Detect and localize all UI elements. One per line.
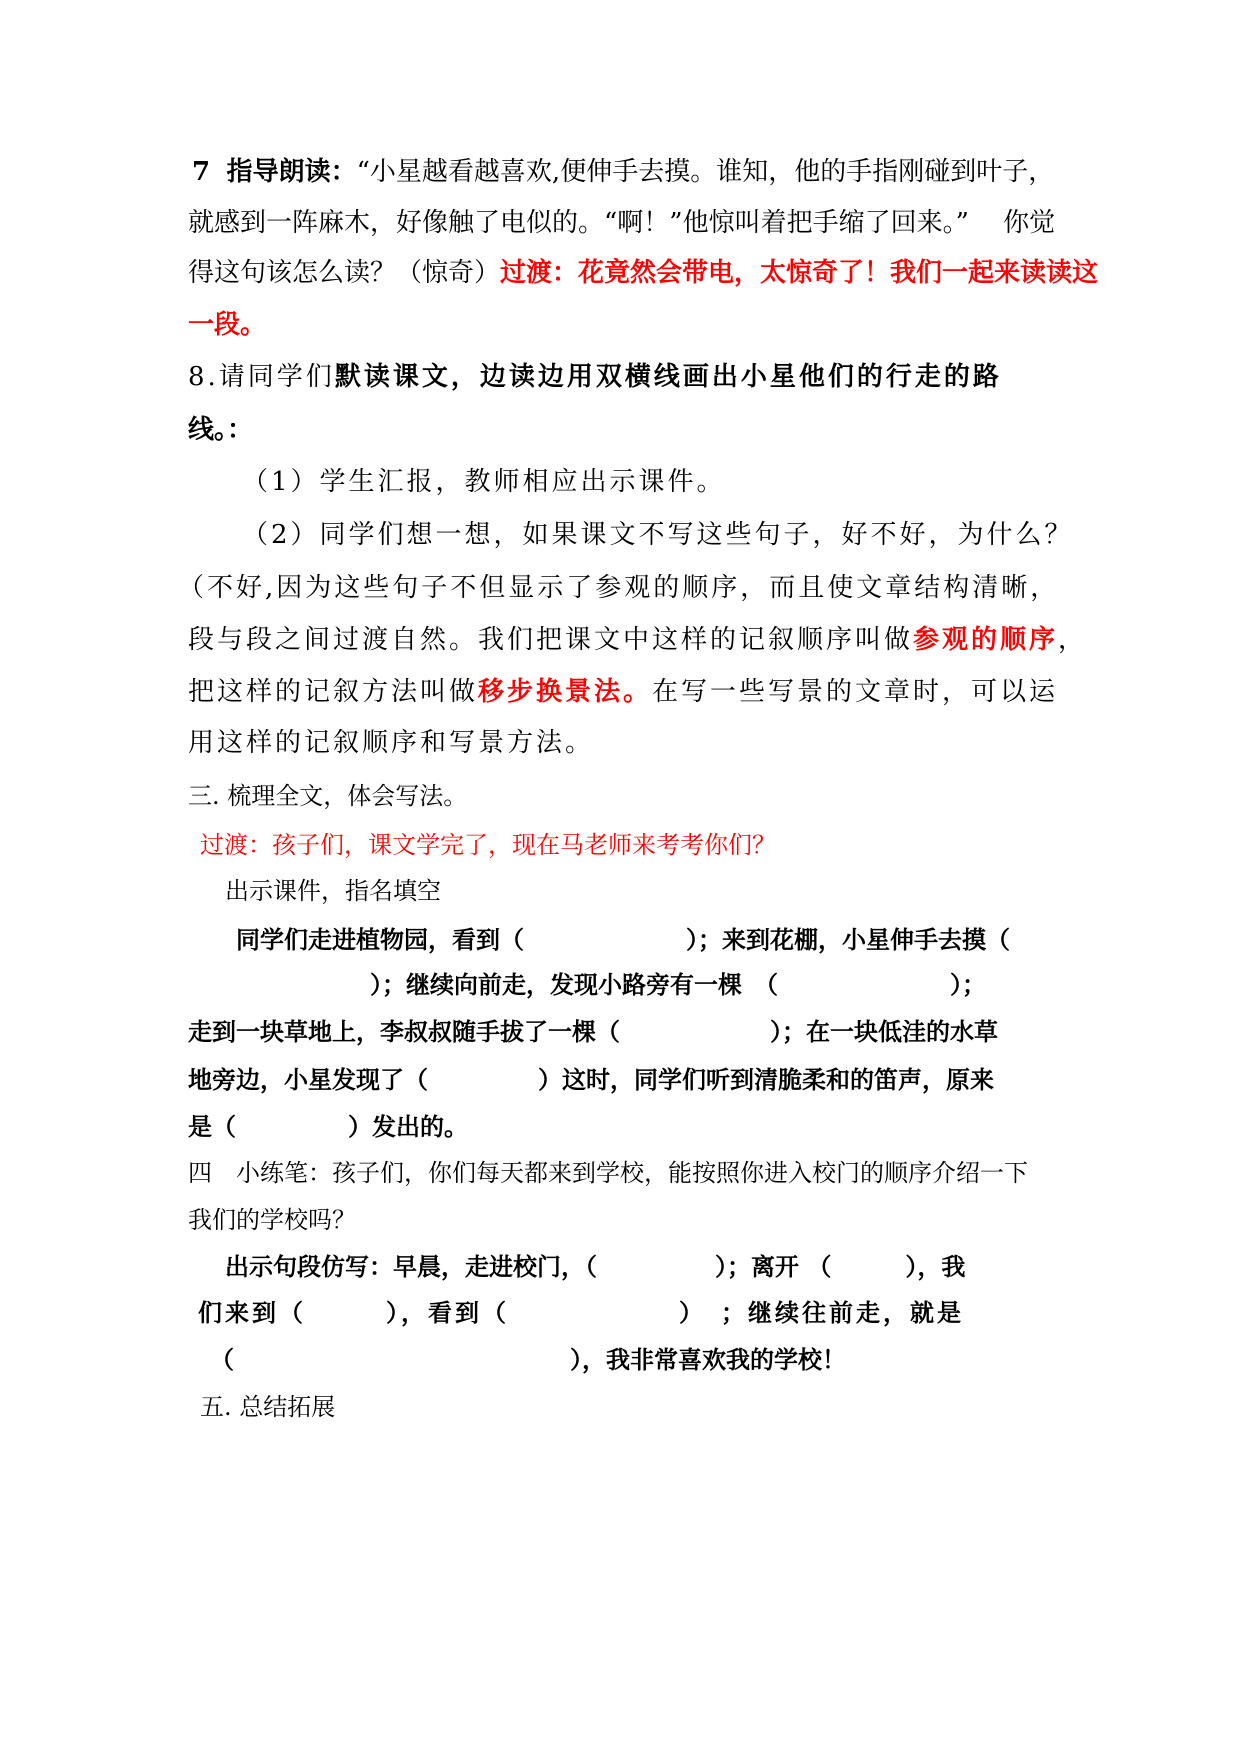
fill-5-text-b: ）发出的。 [348,1112,468,1141]
s7-line-2: 就感到一阵麻木，好像触了电似的。“啊！”他惊叫着把手缩了回来。” 你觉 [188,208,1056,238]
fill-5-text: 是（ [188,1112,236,1141]
fill-line-4 [188,1060,994,1100]
s8-answer-4: 用这样的记叙顺序和写景方法。 [188,728,595,758]
example-line-2 [198,1293,964,1333]
s8-prefix: 8.请同学们 [188,362,335,392]
s8-line-1 [188,357,1002,397]
s8-answer-2 [188,620,1087,660]
s8-answer-2-text: 段与段之间过渡自然。我们把课文中这样的记叙顺序叫做 [188,625,914,655]
s8-answer-2-end: ， [1058,625,1088,655]
example-2-text-c: ） ；继续往前走，就是 [679,1298,964,1327]
fill-1-text: 同学们走进植物园，看到（ [236,925,524,954]
fill-2-text-b: ）； [950,970,986,999]
fill-4-text-b: ）这时，同学们听到清脆柔和的笛声，原来 [538,1065,994,1094]
s7-title: 指导朗读： [226,157,357,187]
fill-line-5 [188,1107,468,1147]
sec4-line-1: 四 小练笔：孩子们，你们每天都来到学校，能按照你进入校门的顺序介绍一下 [188,1159,1028,1187]
s7-question: 得这句该怎么读？（惊奇） [188,258,501,288]
fill-line-3 [188,1012,998,1052]
fill-3-text: 走到一块草地上，李叔叔随手拔了一棵（ [188,1017,620,1046]
example-1-text: 出示句段仿写：早晨，走进校门，（ [225,1252,597,1281]
s8-item-1: （1）学生汇报，教师相应出示课件。 [242,467,726,497]
example-1-text-c: ），我 [905,1252,966,1281]
s8-task: 默读课文，边读边用双横线画出小星他们的行走的路 [334,362,1002,392]
example-2-text: 们来到（ [198,1298,306,1327]
s7-line-1 [192,152,1054,192]
fill-2-text: ）；继续向前走，发现小路旁有一棵 （ [370,970,778,999]
s7-transition-end: 一段。 [188,310,267,340]
fill-line-1 [236,920,1010,960]
s7-number: 7 [192,157,211,187]
example-1-text-b: ）；离开 （ [715,1252,832,1281]
s8-item-2: （2）同学们想一想，如果课文不写这些句子，好不好，为什么？ [242,520,1074,550]
s8-term-scene-method: 移步换景法。 [478,677,653,707]
sec3-instruction: 出示课件，指名填空 [225,877,441,905]
s7-quote-1: “小星越看越喜欢,便伸手去摸。谁知，他的手指刚碰到叶子， [356,157,1055,187]
s8-answer-3-text: 把这样的记叙方法叫做 [188,677,479,707]
example-3-text: （ [210,1345,234,1374]
s7-line-3 [188,253,1098,293]
s8-term-visit-order: 参观的顺序 [913,625,1059,655]
s8-answer-3-end: 在写一些写景的文章时，可以运 [652,677,1059,707]
example-line-3 [210,1340,846,1380]
s8-task-end: 线。： [188,415,254,445]
sec3-transition: 过渡：孩子们，课文学完了，现在马老师来考考你们？ [200,831,776,859]
fill-4-text: 地旁边，小星发现了（ [188,1065,428,1094]
s8-answer-3 [188,672,1058,712]
sec4-line-2: 我们的学校吗？ [188,1206,356,1234]
example-line-1 [225,1247,965,1287]
example-2-text-b: ），看到（ [386,1298,509,1327]
fill-1-text-b: ）；来到花棚，小星伸手去摸（ [686,925,1010,954]
fill-3-text-b: ）；在一块低洼的水草 [770,1017,998,1046]
s8-answer-1: （不好,因为这些句子不但显示了参观的顺序，而且使文章结构清晰， [178,573,1060,603]
fill-line-2 [370,965,986,1005]
sec3-heading: 三. 梳理全文，体会写法。 [188,782,468,810]
sec5-heading: 五. 总结拓展 [200,1393,336,1421]
s7-transition: 过渡：花竟然会带电，太惊奇了！我们一起来读读这 [500,258,1099,288]
example-3-text-b: ），我非常喜欢我的学校！ [570,1345,846,1374]
